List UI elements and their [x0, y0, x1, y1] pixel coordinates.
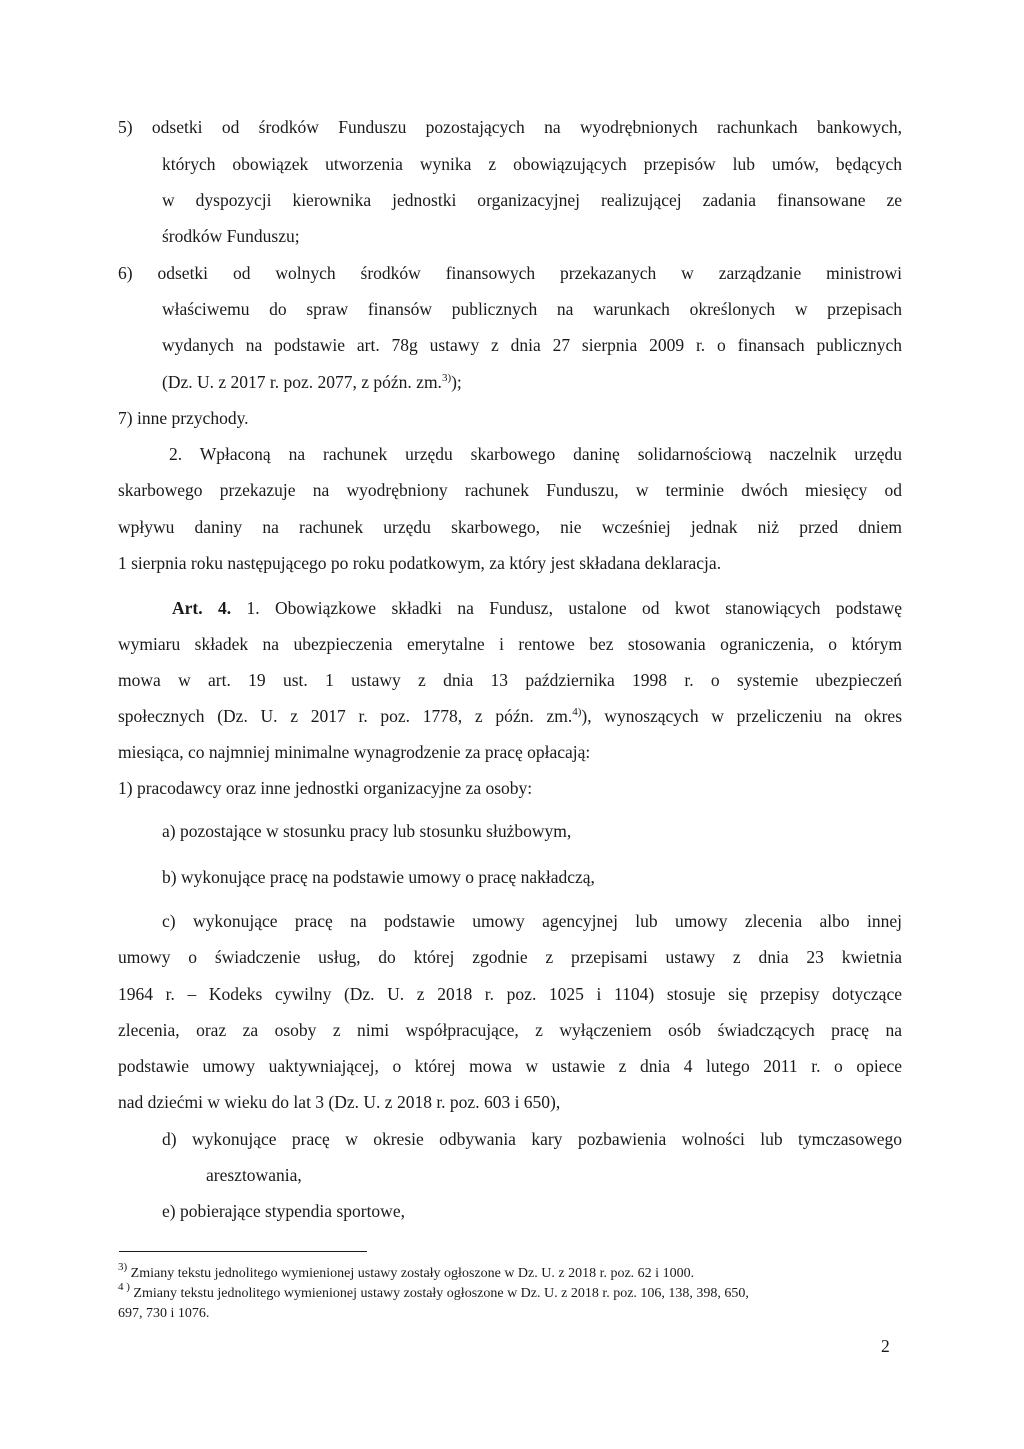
text-run: skarbowego przekazuje na wyodrębniony rachunek Funduszu, w terminie dwóch miesięcy od [118, 480, 902, 500]
text-run: 7) inne przychody. [118, 408, 249, 428]
text-run: w dyspozycji kierownika jednostki organizacyjnej realizującej zadania finansowane ze [162, 190, 902, 210]
text-run: a) pozostające w stosunku pracy lub stosunku służbowym, [162, 821, 572, 841]
text-line [118, 777, 532, 799]
text-line [118, 552, 721, 574]
text-run: mowa w art. 19 ust. 1 ustawy z dnia 13 października 1998 r. o systemie ubezpieczeń [118, 670, 902, 690]
text-line [162, 1128, 902, 1150]
footnote-line [118, 1305, 209, 1323]
text-run: ), wynoszących w przeliczeniu na okres [581, 706, 903, 726]
text-line [162, 334, 902, 356]
text-run: 1) pracodawcy oraz inne jednostki organizacyjne za osoby: [118, 778, 533, 798]
text-line [118, 479, 902, 501]
text-run: 5) odsetki od środków Funduszu pozostających na wyodrębnionych rachunkach bankowych, [118, 117, 902, 137]
text-line [162, 225, 300, 247]
text-run: e) pobierające stypendia sportowe, [162, 1201, 405, 1221]
text-run: zlecenia, oraz za osoby z nimi współpracujące, z wyłączeniem osób świadczących pracę na [118, 1020, 902, 1040]
text-run: 1 sierpnia roku następującego po roku podatkowym, za który jest składana deklaracja. [118, 553, 722, 573]
text-line [118, 1055, 902, 1077]
text-run: c) wykonujące pracę na podstawie umowy agencyjnej lub umowy zlecenia albo innej [162, 911, 902, 931]
text-run: 1964 r. – Kodeks cywilny (Dz. U. z 2018 r. poz. 1025 i 1104) stosuje się przepisy dotyczące [118, 984, 902, 1004]
text-line [118, 741, 590, 763]
footnote-line [118, 1281, 749, 1303]
text-line [118, 407, 249, 429]
article-heading: Art. 4. [172, 598, 232, 618]
text-line [118, 946, 902, 968]
text-run: ); [451, 372, 462, 392]
text-line [118, 516, 902, 538]
text-line [118, 983, 902, 1005]
text-line [172, 597, 902, 619]
text-line [118, 705, 902, 727]
text-line [162, 153, 902, 175]
text-line [162, 1200, 405, 1222]
text-line [162, 189, 902, 211]
text-run: właściwemu do spraw finansów publicznych na warunkach określonych w przepisach [162, 299, 902, 319]
text-line [162, 820, 571, 842]
text-run: środków Funduszu; [162, 226, 300, 246]
text-run: nad dziećmi w wieku do lat 3 (Dz. U. z 2018 r. poz. 603 i 650), [118, 1092, 561, 1112]
text-run: wymiaru składek na ubezpieczenia emerytalne i rentowe bez stosowania ograniczenia, o którym [118, 634, 902, 654]
footnote-line [118, 1261, 695, 1283]
footnote-ref: 3) [441, 372, 452, 384]
text-run: 697, 730 i 1076. [118, 1306, 210, 1321]
text-line [162, 371, 462, 393]
text-line [118, 116, 902, 138]
text-run: podstawie umowy uaktywniającej, o której mowa w ustawie z dnia 4 lutego 2011 r. o opiece [118, 1056, 902, 1076]
footnote-ref: 4) [572, 706, 582, 718]
text-line [118, 669, 902, 691]
footnote-separator [119, 1251, 367, 1252]
text-run: Zmiany tekstu jednolitego wymienionej ustawy zostały ogłoszone w Dz. U. z 2018 r. poz. 62 i 1000. [127, 1266, 695, 1281]
text-run: wpływu daniny na rachunek urzędu skarbowego, nie wcześniej jednak niż przed dniem [118, 517, 902, 537]
text-run: umowy o świadczenie usług, do której zgodnie z przepisami ustawy z dnia 23 kwietnia [118, 947, 902, 967]
text-line [162, 298, 902, 320]
text-line [118, 633, 902, 655]
text-run: aresztowania, [206, 1165, 302, 1185]
text-run: Zmiany tekstu jednolitego wymienionej ustawy zostały ogłoszone w Dz. U. z 2018 r. poz. 106, 138, 398, 650, [129, 1286, 749, 1301]
text-line [162, 866, 595, 888]
footnote-ref: 4 ) [118, 1281, 130, 1293]
text-run: 2. Wpłaconą na rachunek urzędu skarbowego daninę solidarnościową naczelnik urzędu [169, 444, 902, 464]
text-run: 1. Obowiązkowe składki na Fundusz, ustalone od kwot stanowiących podstawę [231, 598, 902, 618]
text-run: wydanych na podstawie art. 78g ustawy z dnia 27 sierpnia 2009 r. o finansach publicznych [162, 335, 902, 355]
text-line [118, 1091, 560, 1113]
page-number: 2 [881, 1336, 890, 1356]
text-run: d) wykonujące pracę w okresie odbywania kary pozbawienia wolności lub tymczasowego [162, 1129, 902, 1149]
text-run: miesiąca, co najmniej minimalne wynagrodzenie za pracę opłacają: [118, 742, 591, 762]
text-line [206, 1164, 302, 1186]
text-run: (Dz. U. z 2017 r. poz. 2077, z późn. zm. [162, 372, 442, 392]
text-run: społecznych (Dz. U. z 2017 r. poz. 1778, z późn. zm. [118, 706, 573, 726]
text-run: b) wykonujące pracę na podstawie umowy o pracę nakładczą, [162, 867, 595, 887]
text-line [118, 262, 902, 284]
text-line [162, 910, 902, 932]
text-run: których obowiązek utworzenia wynika z obowiązujących przepisów lub umów, będących [162, 154, 902, 174]
text-line [118, 1019, 902, 1041]
text-line [169, 443, 902, 465]
footnote-ref: 3) [118, 1261, 128, 1273]
text-run: 6) odsetki od wolnych środków finansowych przekazanych w zarządzanie ministrowi [118, 263, 902, 283]
